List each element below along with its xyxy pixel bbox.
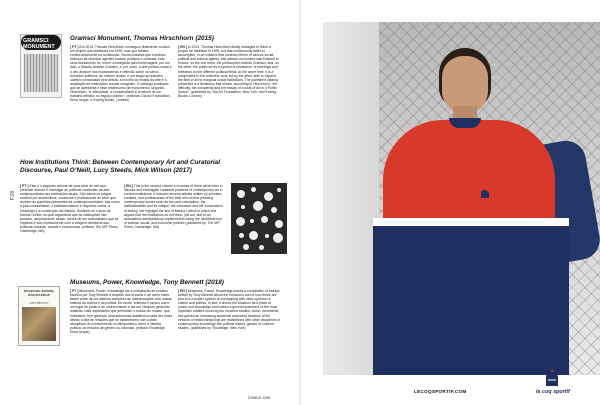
cover-author: TONY BENNETT — [29, 302, 49, 305]
page-gutter — [299, 0, 301, 405]
article-text-en-gramsci: [ EN ] In 2013, Thomas Hirschhorn finally managed to finish a project he idealised in 1999, but that continuously failed to accomplish. In an initiative that involved efforts of various social, political and cultural agents, this artwork-monument was finished to honour, on the one hand, the philosopher António Gramsci, and, on the other, the public art as a symbol of resistance, of meetings and reflection on the different political fields. At the same time, it is a compliment to the collective work led by the artist, able to expand the field of art to marginal social institutions. The published catalog presented is a testimony that shows, according to Hirschhorn, “the difficulty, the complexity and the beauty of a work of Art in a Public Space”. (published by: Dia Art Foundation, New York, and Koenig Books, London) — [178, 45, 279, 99]
article-text-pt-institutions: [ PT ] Este é o segundo volume de uma série de três que pretende discutir e investigar as políticas curatoriais da arte contemporânea nas instituições atuais. São vários os artigos escritos por académicos, curadores e profissionais do setor que revêem as questões prementes da contemporaneidade, tais como a pós-colonialidade, o institucionalismo e respetiva crítica, a educação e a construção da História. Sublinhe-se o texto de Marina Gržinić no qual argumenta que as instituições não pensam, simplesmente atuam, mercê de um automatismo que se implanta e sub-repticiamente com a viragem neoliberal das políticas culturais, sociais e económicas. (editora: The MIT Press, Cambridge, MA) — [20, 184, 120, 234]
le-coq-sportif-rooster-icon — [544, 368, 560, 388]
book-cover-museums-power-knowledge — [18, 286, 60, 346]
cover-photo — [24, 54, 58, 92]
article-title-how-institutions-think: How Institutions Think: Between Contemporary Art and Curatorial Discourse, Paul O’Neill, Lucy Steeds, Mick Wilson (2017) — [20, 159, 221, 174]
article-text-pt-museums: [ PT ] Museums, Power, Knowledge faz a compilação de ensaios escritos por Tony Bennett a respeito dos museus e de como estes fazem parte de um sistema complexo de sobreposições com outras esferas da cultura e da política. No fundo, entenda o museu como um lugar de poder e de conhecimento e faz um cômputo geral das matérias mais importantes que permeiam o estudo do museu, que, entretanto, tem ganhado uma autonomia académica cada vez maior devido à teia de relações que se estabelecem com outras disciplinas do conhecimento contemporâneo como a história política, os estudos de género ou coloniais. (editora: Routledge, Nova Iorque) — [70, 289, 173, 334]
page-number: F28 — [10, 190, 16, 200]
ad-url: LECOQSPORTIF.COM — [414, 389, 467, 394]
cover-title: MUSEUMS, POWER, KNOWLEDGE — [23, 289, 55, 297]
sweater-white-stripe — [373, 218, 569, 226]
sweater-red-panel — [383, 120, 555, 228]
rooster-logo-icon — [478, 187, 492, 201]
ad-photo — [323, 22, 600, 375]
article-text-en-institutions: [ EN ] This is the second volume in a series of three which tries to discuss and investigate curatorial practices of contemporary art in current institutions. It includes several articles written by scholars, curators, and professionals of the field who review pressing contemporary issues such as the post-colonialism, the institutionalism and its critique, the education and the construction of history. We highlight the text of Marina Gržinić in which she argues that the institutions do not think, just act, due to an automatism surreptitiously implemented during the neoliberal turn of cultural, social, and economic policies (published by: The MIT Press, Cambridge, MA) — [124, 184, 223, 229]
cover-title: GRAMSCI MONUMENT — [23, 38, 55, 50]
cover-artwork — [22, 307, 56, 341]
folio: DOMUS 1055 — [248, 396, 271, 400]
book-cover-gramsci-monument — [20, 34, 62, 98]
article-title-museums-power-knowledge: Museums, Power, Knowledge, Tony Bennett (2018) — [70, 279, 224, 286]
sweater-navy-panel — [373, 226, 569, 375]
article-text-en-museums: [ EN ] Museums, Power, Knowledge makes a compilation of essays written by Tony Bennett about the museums and of how these are part of a complex system of overlapping with other spheres of culture and politics. In fact, it shows the Museum as a place of power and knowledge and makes a general statement of the most important matters involving the museum studies, which, meanwhile, has gained an increasing academic autonomy because of the network of relationships that are established with other disciplines of contemporary knowledge like political history, gender or colonial studies. (published by: Routledge, New York) — [178, 289, 281, 330]
book-cover-how-institutions-think — [231, 183, 287, 254]
article-text-pt-gramsci: [ PT ] Em 2013, Thomas Hirschhorn conseguiu finalmente concluir um projeto que idealizara em 1999, mas que falhara consecutivamente na construção. Numa iniciativa que envolveu esforços de diversos agentes sociais, políticos e culturais, esta obra-monumento foi, enfim, conseguida para homenagear, por um lado, o filósofo António Gramsci, e, por outro, a arte político-social e o seu alcance nos ecossistemas e reflexão sobre os vários domínios políticos. Ao mesmo tempo, e um elogio ao trabalho coletivo comandado pelo artista, a recolha do estado da arte e a ampliação de instituições sociais marginais. O catálogo publicado que se apresenta é esse testemunho de monumento: segundo Hirschhorn, “a dificuldade, a complexidade e a beleza de um trabalho artístico no espaço público”. (editoras: Dia Art Foundation, Nova Iorque, e Koenig Books, Londres) — [70, 45, 172, 103]
ad-brand-name: le coq sportif — [536, 389, 570, 395]
article-title-gramsci: Gramsci Monument, Thomas Hirschhorn (2015) — [70, 35, 214, 42]
